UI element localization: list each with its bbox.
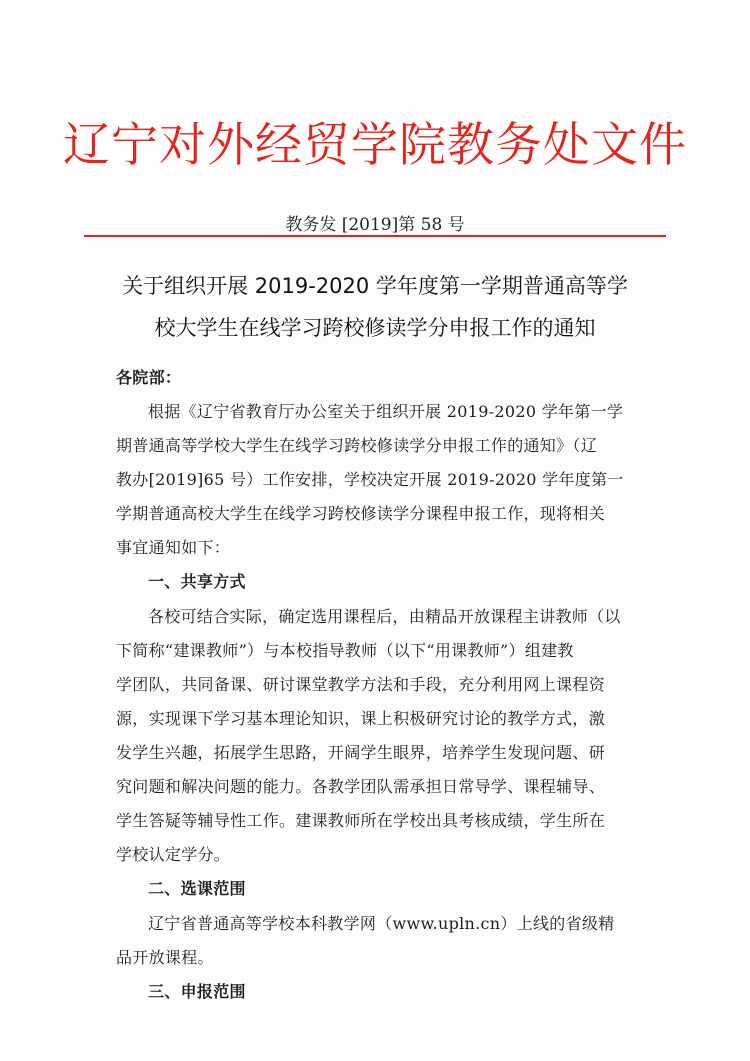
paragraph-line: 期普通高等学校大学生在线学习跨校修读学分申报工作的通知》（辽 (116, 436, 598, 455)
paragraph-line: 学团队，共同备课、研讨课堂教学方法和手段，充分利用网上课程资 (116, 675, 606, 694)
paragraph-line: 教办[2019]65 号）工作安排，学校决定开展 2019-2020 学年度第一 (116, 470, 624, 489)
paragraph-line: 学期普通高校大学生在线学习跨校修读学分课程申报工作，现将相关 (116, 504, 606, 523)
paragraph-line: 品开放课程。 (116, 948, 214, 967)
red-divider-rule (84, 235, 666, 237)
notice-title-line-2: 校大学生在线学习跨校修读学分申报工作的通知 (154, 316, 596, 340)
paragraph-line: 源，实现课下学习基本理论知识，课上积极研究讨论的教学方式，激 (116, 709, 606, 728)
paragraph-line: 根据《辽宁省教育厅办公室关于组织开展 2019-2020 学年第一学 (148, 402, 624, 421)
section-heading-1: 一、共享方式 (148, 572, 246, 591)
document-number: 教务发 [2019]第 58 号 (285, 215, 465, 235)
section-heading-2: 二、选课范围 (148, 879, 246, 898)
paragraph-line: 事宜通知如下： (116, 538, 231, 557)
salutation: 各院部： (116, 368, 182, 387)
paragraph-line: 究问题和解决问题的能力。各教学团队需承担日常导学、课程辅导、 (116, 777, 606, 796)
paragraph-line: 辽宁省普通高等学校本科教学网（www.upln.cn）上线的省级精 (148, 914, 615, 933)
org-masthead-title: 辽宁对外经贸学院教务处文件 (63, 118, 687, 173)
paragraph-line: 各校可结合实际，确定选用课程后，由精品开放课程主讲教师（以 (148, 607, 621, 626)
paragraph-line: 学生答疑等辅导性工作。建课教师所在学校出具考核成绩，学生所在 (116, 811, 606, 830)
paragraph-line: 发学生兴趣，拓展学生思路，开阔学生眼界，培养学生发现问题、研 (116, 743, 606, 762)
notice-title-line-1: 关于组织开展 2019-2020 学年度第一学期普通高等学 (122, 274, 628, 298)
section-heading-3: 三、申报范围 (148, 982, 246, 1001)
paragraph-line: 学校认定学分。 (116, 845, 231, 864)
paragraph-line: 下简称“建课教师”）与本校指导教师（以下“用课教师”）组建教 (116, 641, 574, 660)
